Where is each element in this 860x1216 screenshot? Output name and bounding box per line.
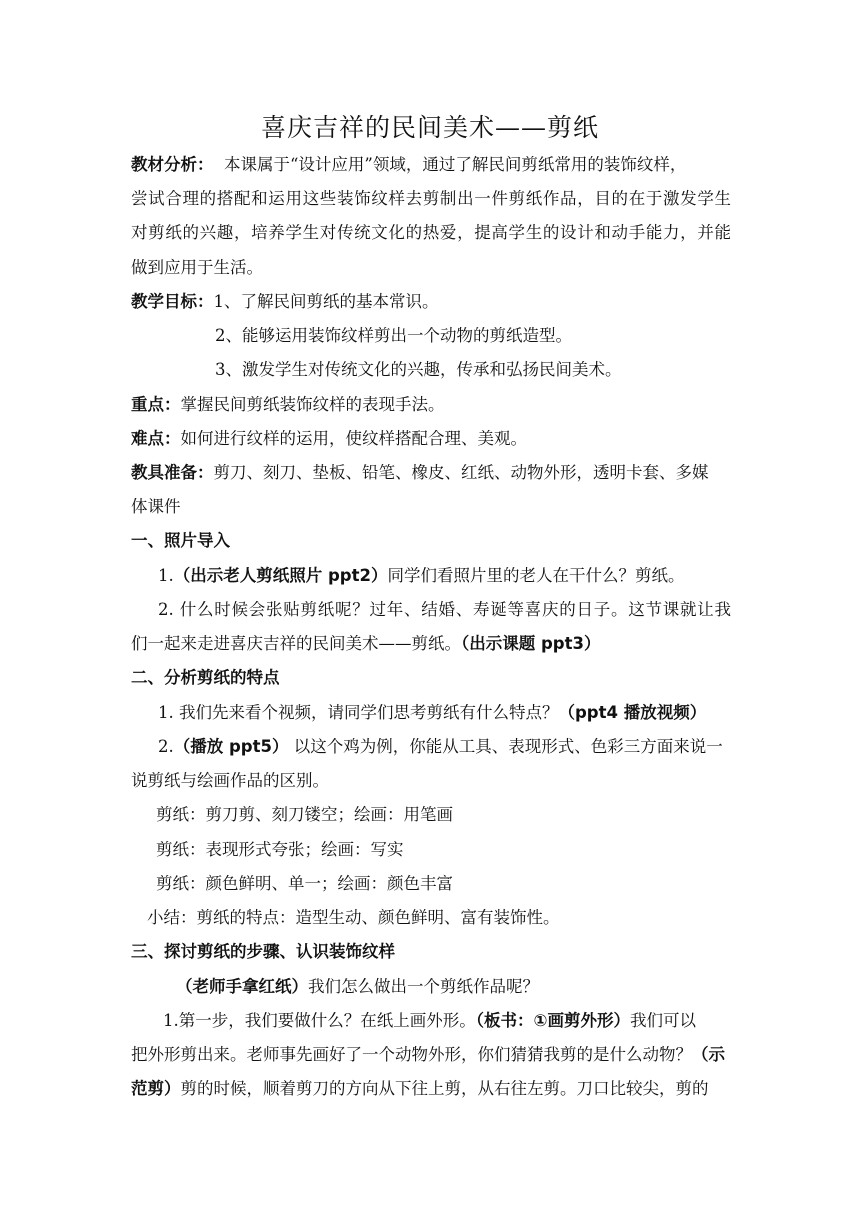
section3-heading: 三、探讨剪纸的步骤、认识装饰纹样: [131, 942, 395, 961]
tools-line-2: 体课件: [131, 497, 181, 516]
section3-s1-line2b: （示: [692, 1045, 725, 1064]
comparison-3: 剪纸：颜色鲜明、单一；绘画：颜色丰富: [156, 874, 453, 893]
section1-para-2-line-1: 2. 什么时候会张贴剪纸呢？过年、结婚、寿诞等喜庆的日子。这节课就让我: [158, 600, 731, 619]
analysis-line-2: 尝试合理的搭配和运用这些装饰纹样去剪制出一件剪纸作品，目的在于激发学生: [131, 189, 731, 208]
analysis-label: 教材分析：: [131, 155, 214, 174]
section2-p2-text: 以这个鸡为例，你能从工具、表现形式、色彩三方面来说一: [288, 737, 723, 756]
section3-s1-line2a: 把外形剪出来。老师事先画好了一个动物外形，你们猜猜我剪的是什么动物？: [131, 1045, 692, 1064]
comparison-2: 剪纸：表现形式夸张；绘画：写实: [156, 840, 404, 859]
key-point: [131, 393, 731, 417]
tools-label: 教具准备：: [131, 463, 214, 482]
section1-p1-bold: （出示老人剪纸照片 ppt2）: [173, 566, 388, 585]
analysis-line-3: 对剪纸的兴趣，培养学生对传统文化的热爱，提高学生的设计和动手能力，并能: [131, 223, 731, 242]
key-point-text: 掌握民间剪纸装饰纹样的表现手法。: [180, 395, 445, 414]
section1-heading: 一、照片导入: [131, 531, 230, 550]
section2-p2-bold: （播放 ppt5）: [173, 737, 289, 756]
section1-p1-num: 1.: [158, 566, 174, 585]
difficulty-label: 难点：: [131, 429, 181, 448]
goal-item-1: 1、了解民间剪纸的基本常识。: [213, 292, 439, 311]
section1-para-1: [158, 564, 758, 588]
section1-p2-bold: （出示课题 ppt3）: [461, 634, 601, 653]
section2-para-1: [158, 701, 758, 725]
section2-p2-num: 2.: [158, 737, 174, 756]
section3-step1-line-2: [131, 1043, 731, 1067]
section3-intro-text: 我们怎么做出一个剪纸作品呢？: [308, 977, 539, 996]
section3-step1-line-1: [163, 1009, 763, 1033]
section2-p1-text: 1. 我们先来看个视频，请同学们思考剪纸有什么特点？: [158, 703, 559, 722]
section3-s1-line3b: 剪的时候，顺着剪刀的方向从下往上剪，从右往左剪。刀口比较尖，剪的: [180, 1079, 709, 1098]
difficulty: [131, 427, 731, 451]
section2-para-2-line-2: 说剪纸与绘画作品的区别。: [131, 771, 329, 790]
analysis-text-1: 本课属于“设计应用”领域，通过了解民间剪纸常用的装饰纹样，: [224, 155, 687, 174]
analysis-line-4: 做到应用于生活。: [131, 258, 263, 277]
section2-p1-bold: （ppt4 播放视频）: [558, 703, 707, 722]
goal-item-2: 2、能够运用装饰纹样剪出一个动物的剪纸造型。: [215, 326, 572, 345]
section2-para-2: [158, 735, 758, 759]
difficulty-text: 如何进行纹样的运用，使纹样搭配合理、美观。: [180, 429, 527, 448]
section3-intro: [176, 975, 776, 999]
section3-s1-bold: （板书：①画剪外形）: [475, 1011, 630, 1030]
goal-item-3: 3、激发学生对传统文化的兴趣，传承和弘扬民间美术。: [215, 360, 622, 379]
section3-s1-text: 1.第一步，我们要做什么？在纸上画外形。: [163, 1011, 476, 1030]
goals-label: 教学目标：: [131, 292, 214, 311]
section1-p2-text: 们一起来走进喜庆吉祥的民间美术——剪纸。: [131, 634, 461, 653]
section3-s1-tail: 我们可以: [629, 1011, 696, 1030]
goals-line-1: [131, 290, 731, 314]
section2-summary: 小结：剪纸的特点：造型生动、颜色鲜明、富有装饰性。: [147, 908, 560, 927]
comparison-1: 剪纸：剪刀剪、刻刀镂空；绘画：用笔画: [156, 805, 453, 824]
section3-intro-bold: （老师手拿红纸）: [176, 977, 308, 996]
section1-p1-text: 同学们看照片里的老人在干什么？剪纸。: [387, 566, 685, 585]
key-point-label: 重点：: [131, 395, 181, 414]
section3-step1-line-3: [131, 1077, 731, 1101]
analysis-line-1: [131, 153, 731, 177]
section2-heading: 二、分析剪纸的特点: [131, 668, 280, 687]
section1-para-2-line-2: [131, 632, 731, 656]
tools-line-1: [131, 461, 731, 485]
section3-s1-line3a: 范剪）: [131, 1079, 181, 1098]
page-title: 喜庆吉祥的民间美术——剪纸: [260, 113, 599, 142]
tools-text-1: 剪刀、刻刀、垫板、铅笔、橡皮、红纸、动物外形，透明卡套、多媒: [213, 463, 709, 482]
